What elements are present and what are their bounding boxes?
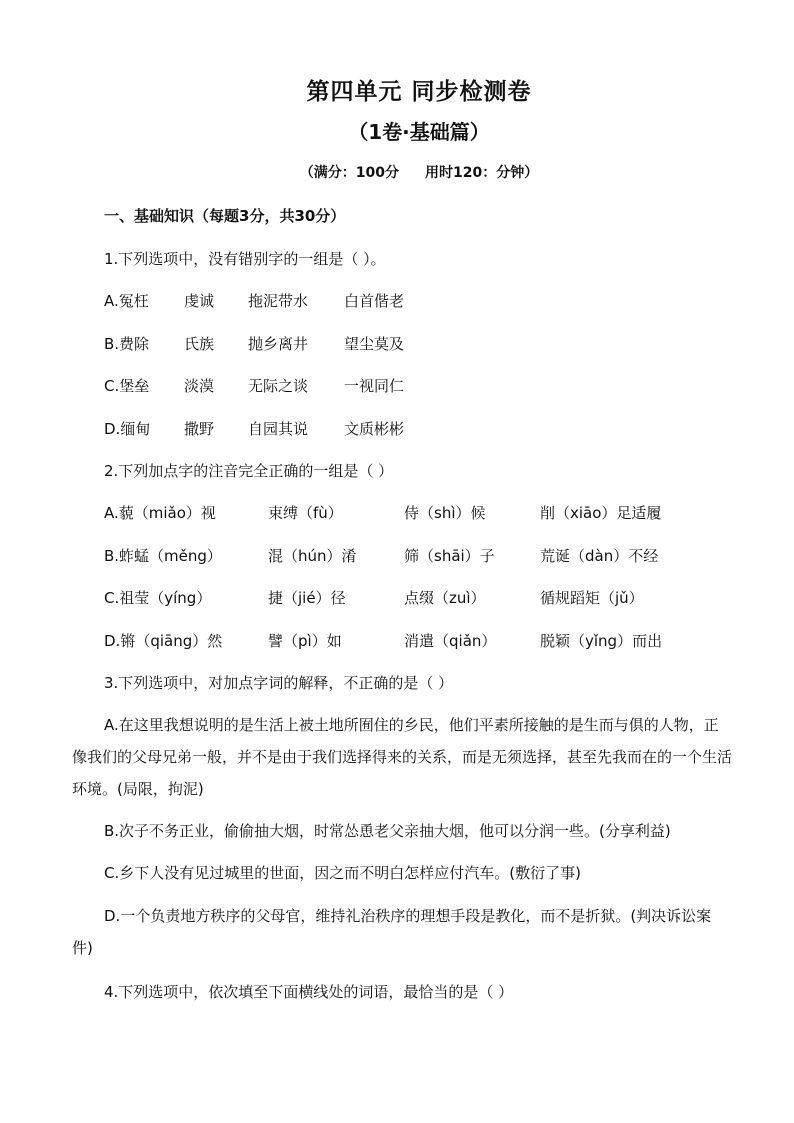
option-item: 一视同仁 — [344, 377, 405, 395]
question-2-stem: 2.下列加点字的注音完全正确的一组是（ ） — [104, 462, 394, 480]
question-1-stem: 1.下列选项中，没有错别字的一组是（ ）。 — [104, 250, 386, 268]
question-3-option-c: C.乡下人没有见过城里的世面，因之而不明白怎样应付汽车。(敷衍了事) — [104, 864, 581, 882]
option-item: B.费除 — [104, 335, 150, 353]
option-item: C.祖莹（yíng） — [104, 589, 212, 607]
option-item: 虔诚 — [184, 292, 215, 310]
option-item: 自园其说 — [248, 420, 309, 438]
option-item: 拖泥带水 — [248, 292, 309, 310]
option-item: 点缀（zuì） — [404, 589, 486, 607]
option-item: B.蚱蜢（měng） — [104, 547, 222, 565]
option-item: 荒诞（dàn）不经 — [540, 547, 659, 565]
question-3-option-d: D.一个负责地方秩序的父母官，维持礼治秩序的理想手段是教化，而不是折狱。(判决诉讼案件) — [72, 907, 712, 957]
page-title: 第四单元 同步检测卷 — [306, 79, 532, 105]
score-time-info — [0, 163, 794, 183]
question-4-stem: 4.下列选项中，依次填至下面横线处的词语，最恰当的是（ ） — [104, 983, 514, 1001]
option-item: C.堡垒 — [104, 377, 150, 395]
option-item: 脱颖（yǐng）而出 — [540, 632, 663, 650]
option-item: A.冤枉 — [104, 292, 149, 310]
option-item: 捷（jié）径 — [268, 589, 346, 607]
time-limit: 用时120：分钟） — [425, 165, 539, 181]
option-item: A.藐（miǎo）视 — [104, 504, 216, 522]
option-item: 白首偕老 — [344, 292, 405, 310]
option-item: 撒野 — [184, 420, 215, 438]
option-item: 望尘莫及 — [344, 335, 405, 353]
option-item: 淡漠 — [184, 377, 215, 395]
full-score: （满分：100分 — [299, 165, 399, 181]
option-item: 束缚（fù） — [268, 504, 343, 522]
option-item: 循规蹈矩（jǔ） — [540, 589, 644, 607]
option-item: 侍（shì）候 — [404, 504, 486, 522]
option-item: 文质彬彬 — [344, 420, 405, 438]
option-item: 筛（shāi）子 — [404, 547, 495, 565]
option-item: 譬（pì）如 — [268, 632, 342, 650]
option-item: 混（hún）淆 — [268, 547, 357, 565]
option-item: 氏族 — [184, 335, 215, 353]
page-subtitle: （1卷·基础篇） — [348, 120, 490, 144]
option-item: 消遣（qiǎn） — [404, 632, 497, 650]
section-heading: 一、基础知识（每题3分，共30分） — [104, 207, 346, 225]
option-item: 削（xiāo）足适履 — [540, 504, 662, 522]
question-3-stem: 3.下列选项中，对加点字词的解释，不正确的是（ ） — [104, 674, 454, 692]
question-3-option-b: B.次子不务正业，偷偷抽大烟，时常怂恿老父亲抽大烟，他可以分润一些。(分享利益) — [104, 822, 671, 840]
question-3-option-a: A.在这里我想说明的是生活上被土地所囿住的乡民，他们平素所接触的是生而与俱的人物，正像我们的父母兄弟一般，并不是由于我们选择得来的关系，而是无须选择，甚至先我而在的一个生活环境。(局限，拘泥) — [72, 716, 733, 798]
option-item: 抛乡离井 — [248, 335, 309, 353]
option-item: D.锵（qiāng）然 — [104, 632, 223, 650]
option-item: D.缅甸 — [104, 420, 151, 438]
option-item: 无际之谈 — [248, 377, 309, 395]
